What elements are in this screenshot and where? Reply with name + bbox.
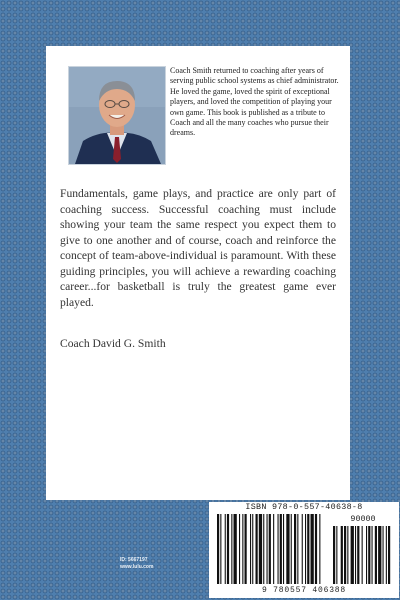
barcode-bar <box>225 514 226 584</box>
barcode-bar <box>259 514 262 584</box>
barcode-bar <box>234 514 237 584</box>
barcode-bar <box>256 514 258 584</box>
author-signature: Coach David G. Smith <box>60 337 166 350</box>
barcode-bar <box>283 514 284 584</box>
barcode-bar <box>250 514 251 584</box>
barcode-bar <box>227 514 229 584</box>
barcode-bar <box>305 514 306 584</box>
price-barcode-bar <box>388 526 390 584</box>
barcode-bar <box>231 514 232 584</box>
price-barcode-bar <box>386 526 387 584</box>
price-barcode-bar <box>355 526 356 584</box>
barcode-bar <box>267 514 268 584</box>
barcode-bar <box>302 514 303 584</box>
publisher-info <box>120 557 153 571</box>
price-barcode-bar <box>383 526 384 584</box>
price-barcode-bar <box>362 526 363 584</box>
barcode-bar <box>319 514 320 584</box>
barcode-bar <box>273 514 274 584</box>
price-barcode-bar <box>357 526 359 584</box>
barcode-bar <box>280 514 282 584</box>
publisher-id: ID: 5667197 <box>120 557 148 563</box>
price-barcode-bar <box>333 526 335 584</box>
barcode-bar <box>263 514 264 584</box>
price-barcode-bar <box>368 526 370 584</box>
barcode-bar <box>220 514 221 584</box>
author-bio: Coach Smith returned to coaching after years of serving public school systems as chief administrator. He loved the game, loved the spirit of exceptional players, and loved the competition of playing your own game. This book is published as a tribute to Coach and all the many coaches who pursue their dreams. <box>170 66 339 138</box>
barcode-bar <box>252 514 253 584</box>
barcode-bar <box>217 514 219 584</box>
author-portrait-image <box>69 67 165 164</box>
back-cover-panel <box>46 46 350 500</box>
barcode-bar <box>291 514 292 584</box>
back-cover-description: Fundamentals, game plays, and practice are only part of coaching success. Successful coaching must include showing your team the same respect you expect them to give to one another and of course, coach and reinforce the concept of team-above-individual is paramount. With these guiding principles, you will achieve a rewarding coaching career...for basketball is truly the greatest game ever played. <box>60 187 336 309</box>
isbn-label: ISBN 978-0-557-40638-8 <box>245 502 363 512</box>
price-barcode-bar <box>344 526 346 584</box>
barcode-bar <box>297 514 298 584</box>
barcode-bar <box>242 514 243 584</box>
barcode-bar <box>245 514 247 584</box>
barcode-bar <box>286 514 289 584</box>
price-barcode-bar <box>336 526 337 584</box>
price-barcode-bar <box>375 526 377 584</box>
price-barcode-bar <box>341 526 343 584</box>
barcode-bar <box>311 514 314 584</box>
price-code: 90000 <box>350 514 376 524</box>
barcode-bar <box>307 514 309 584</box>
barcode-box <box>209 502 399 598</box>
author-photo <box>68 66 166 165</box>
barcode-bar <box>269 514 271 584</box>
barcode-bar <box>239 514 240 584</box>
price-barcode-bar <box>378 526 381 584</box>
barcode-bar <box>294 514 296 584</box>
price-barcode-bar <box>351 526 354 584</box>
price-barcode-bar <box>366 526 367 584</box>
barcode-digits: 9 780557 406388 <box>261 586 346 595</box>
barcode-bar <box>278 514 279 584</box>
price-barcode-bar <box>347 526 348 584</box>
price-barcode-bar <box>372 526 373 584</box>
publisher-url: www.lulu.com <box>120 564 154 570</box>
barcode-bar <box>315 514 317 584</box>
